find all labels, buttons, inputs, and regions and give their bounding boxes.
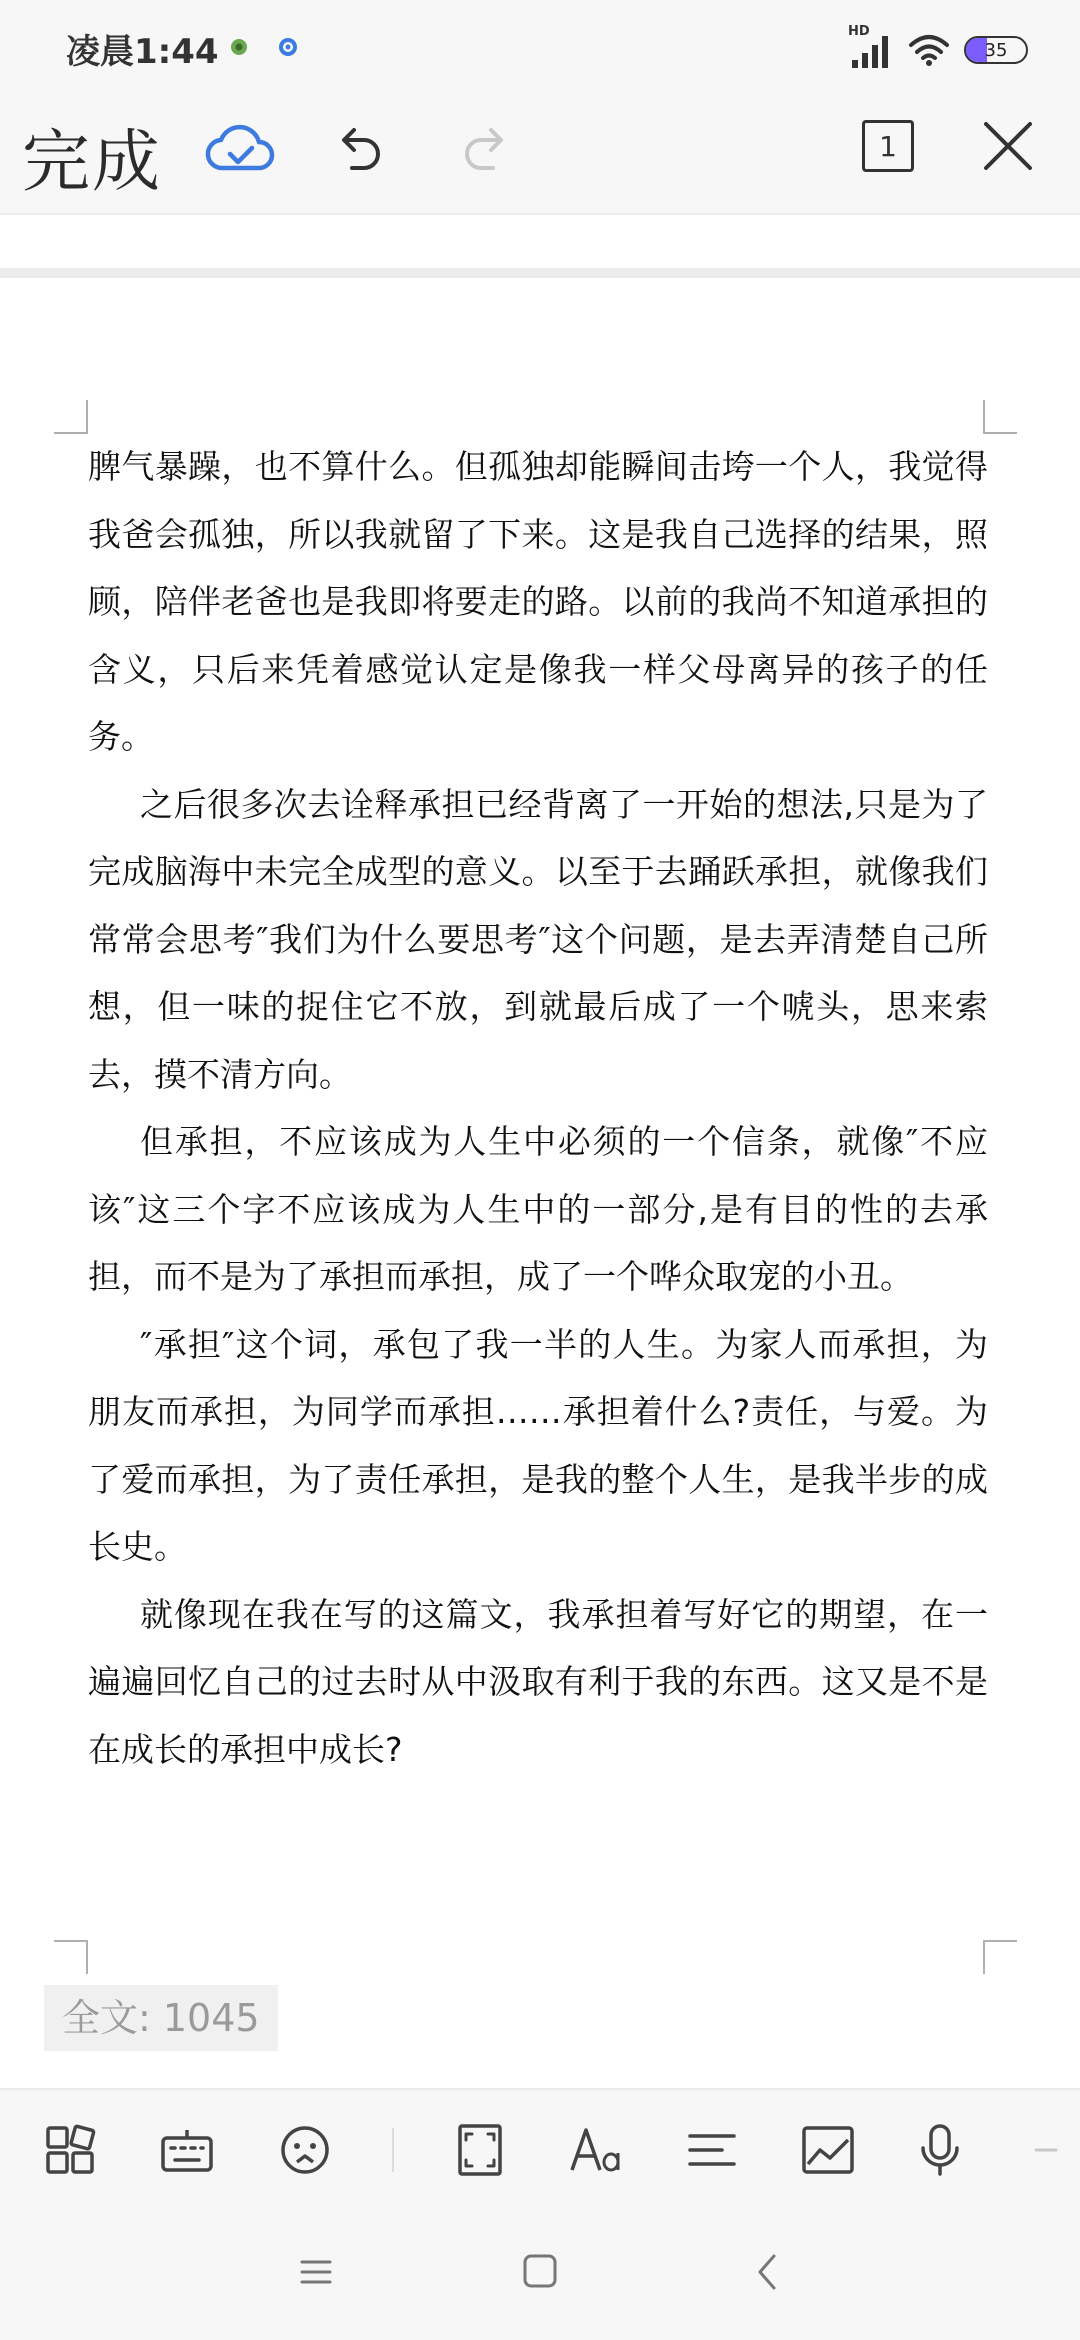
back-icon[interactable]	[750, 2250, 786, 2294]
more-icon[interactable]	[1020, 2120, 1060, 2180]
battery-level: 35	[984, 39, 1008, 61]
signal-icon: HD	[848, 30, 894, 70]
keyboard-icon[interactable]	[157, 2120, 217, 2180]
font-style-icon[interactable]	[566, 2120, 626, 2180]
status-time: 凌晨1:44	[66, 32, 219, 72]
microphone-icon[interactable]	[910, 2120, 970, 2180]
battery-icon	[964, 36, 1028, 64]
page-corner-bottom-left	[54, 1940, 88, 1974]
app-notification-icon	[228, 36, 250, 58]
paragraph: 但承担，不应该成为人生中必须的一个信条，就像″不应该″这三个字不应该成为人生中的一部分,是有目的性的去承担，而不是为了承担而承担，成了一个哗众取宠的小丑。	[88, 1122, 988, 1296]
undo-icon[interactable]	[330, 120, 390, 180]
page-separator	[0, 268, 1080, 278]
wifi-icon	[908, 33, 950, 67]
page-corner-bottom-right	[983, 1940, 1017, 1974]
toolbar-divider	[392, 2128, 394, 2172]
bottom-toolbar	[0, 2088, 1080, 2210]
redo-icon[interactable]	[455, 120, 515, 180]
paragraph: 之后很多次去诠释承担已经背离了一开始的想法,只是为了完成脑海中未完全成型的意义。以至于去踊跃承担，就像我们常常会思考″我们为什么要思考″这个问题，是去弄清楚自己所想，但一味的捉住它不放，到就最后成了一个唬头，思来索去，摸不清方向。	[88, 784, 988, 1094]
cloud-saved-icon[interactable]	[205, 118, 275, 178]
home-icon[interactable]	[522, 2250, 558, 2294]
image-icon[interactable]	[798, 2120, 858, 2180]
paragraph: 就像现在我在写的这篇文，我承担着写好它的期望，在一遍遍回忆自己的过去时从中汲取有利于我的东西。这又是不是在成长的承担中成长?	[88, 1594, 988, 1769]
word-count: 全文: 1045	[44, 1985, 278, 2051]
app-notification-icon-2	[277, 36, 299, 58]
status-bar	[0, 0, 1080, 100]
editor-toolbar	[0, 100, 1080, 215]
paragraph: 脾气暴躁，也不算什么。但孤独却能瞬间击垮一个人，我觉得我爸会孤独，所以我就留了下来。这是我自己选择的结果，照顾，陪伴老爸也是我即将要走的路。以前的我尚不知道承担的含义，只后来凭着感觉认定是像我一样父母离异的孩子的任务。	[88, 447, 988, 756]
menu-icon[interactable]	[298, 2250, 334, 2294]
page-view-icon[interactable]	[862, 120, 914, 172]
page-count: 1	[879, 129, 897, 163]
done-button[interactable]: 完成	[22, 123, 163, 202]
page-corner-top-left	[54, 400, 88, 434]
apps-grid-icon[interactable]	[40, 2120, 100, 2180]
emoji-icon[interactable]	[275, 2120, 335, 2180]
align-icon[interactable]	[682, 2120, 742, 2180]
fullscreen-icon[interactable]	[450, 2120, 510, 2180]
close-icon[interactable]	[980, 118, 1036, 174]
paragraph: ″承担″这个词，承包了我一半的人生。为家人而承担，为朋友而承担，为同学而承担……承担着什么?责任，与爱。为了爱而承担，为了责任承担，是我的整个人生，是我半步的成长史。	[88, 1324, 988, 1566]
system-nav-bar	[0, 2210, 1080, 2340]
document-body[interactable]	[88, 433, 988, 1783]
page-corner-top-right	[983, 400, 1017, 434]
